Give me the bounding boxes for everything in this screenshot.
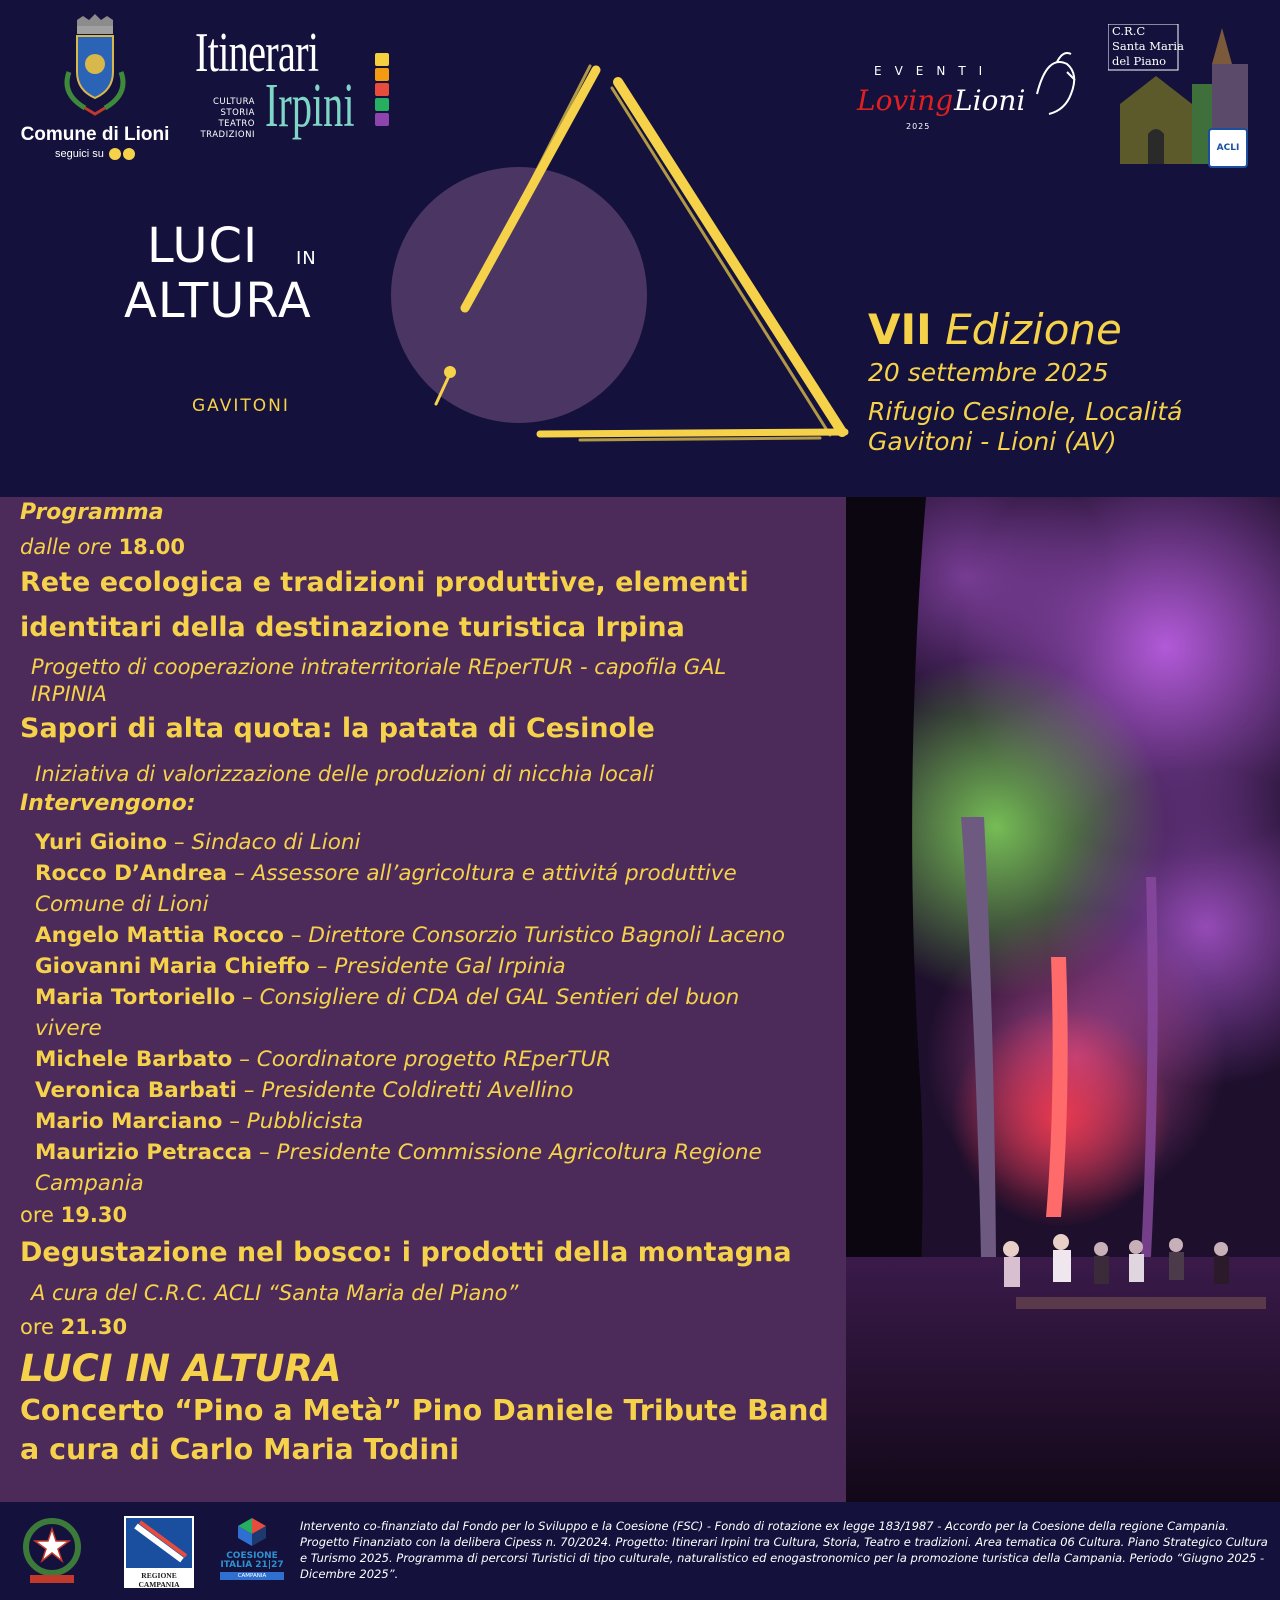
speaker-role: vivere [35, 1016, 102, 1041]
speaker-row [35, 1106, 363, 1137]
speaker-role-cont [35, 889, 209, 920]
speaker-name: Veronica Barbati [35, 1078, 237, 1103]
concert-line-1: Concerto “Pino a Metà” Pino Daniele Tribute Band [20, 1394, 829, 1427]
funding-disclaimer: Intervento co-finanziato dal Fondo per lo Sviluppo e la Coesione (FSC) - Fondo di rotazione ex legge 183/1987 - Accordo per la Coesione della regione Campania. Progetto Finanziato con la delibera Cipess n. 70/2024. Progetto: Itinerari Irpini tra Cultura, Storia, Teatro e tradizioni. Area tematica 06 Cultura. Piano Strategico Cultura e Turismo 2025. Programma di percorsi Turistici di tipo culturale, naturalistico ed enogastronomico per la promozione turistica della Campania. Periodo “Giugno 2025 - Dicembre 2025”. [300, 1519, 1268, 1581]
coesione-region: CAMPANIA [220, 1572, 284, 1580]
eventi-label: EVENTI [874, 64, 996, 78]
illuminated-forest-image [846, 497, 1280, 1502]
heading-2: Sapori di alta quota: la patata di Cesinole [20, 713, 655, 744]
forest-photo [846, 497, 1280, 1502]
program-label: Programma [20, 500, 164, 525]
regione-campania-logo [124, 1516, 194, 1588]
speaker-role: Comune di Lioni [35, 892, 209, 917]
separator: – [242, 985, 253, 1010]
acli-badge: ACLI [1208, 128, 1248, 168]
separator: – [229, 1109, 240, 1134]
header [0, 0, 1280, 497]
final-title: LUCI IN ALTURA [20, 1347, 342, 1390]
tag-storia: STORIA [220, 108, 255, 118]
time-prefix: dalle ore [20, 535, 112, 559]
speaker-row [35, 1044, 611, 1075]
time-slot-2 [20, 1203, 127, 1227]
speaker-name: Michele Barbato [35, 1047, 233, 1072]
tag-cultura: CULTURA [212, 97, 255, 107]
triangle-emblem [390, 60, 860, 490]
speaker-row [35, 982, 739, 1013]
edition-block [868, 305, 1268, 457]
crc-line-3: del Piano [1112, 54, 1167, 68]
subtitle-2: Iniziativa di valorizzazione delle produzioni di nicchia locali [35, 762, 654, 786]
separator: – [239, 1047, 250, 1072]
program-panel [0, 497, 846, 1502]
subtitle-1-line-2: IRPINIA [31, 682, 107, 706]
separator: – [290, 923, 302, 948]
lioni-label: Lioni [954, 84, 1026, 117]
event-title-in: IN [296, 248, 317, 269]
time-value: 19.30 [60, 1203, 128, 1227]
italian-republic-emblem-icon [20, 1515, 84, 1587]
crc-line-2: Santa Maria [1112, 39, 1184, 53]
speaker-name: Maurizio Petracca [35, 1140, 253, 1165]
heading-3: Degustazione nel bosco: i prodotti della montagna [20, 1237, 792, 1268]
color-bars-icon [375, 53, 389, 128]
footer [0, 1502, 1280, 1600]
event-place-line-2: Gavitoni - Lioni (AV) [868, 427, 1117, 457]
heading-1-line-2: identitari della destinazione turistica Irpina [20, 612, 685, 643]
edition-word: Edizione [945, 305, 1122, 354]
event-place [868, 397, 1268, 457]
event-place-line-1: Rifugio Cesinole, Localitá [868, 397, 1183, 427]
coat-of-arms-icon [55, 12, 135, 122]
speakers-label: Intervengono: [20, 791, 196, 816]
speaker-role: Presidente Gal Irpinia [334, 954, 566, 979]
coesione-mark-icon [234, 1516, 270, 1548]
speaker-role: Direttore Consorzio Turistico Bagnoli Laceno [308, 923, 786, 948]
speaker-role-cont [35, 1013, 102, 1044]
speaker-name: Mario Marciano [35, 1109, 223, 1134]
speaker-name: Giovanni Maria Chieffo [35, 954, 310, 979]
tag-teatro: TEATRO [218, 119, 255, 129]
speaker-role: Campania [35, 1171, 144, 1196]
speaker-role: Presidente Commissione Agricoltura Regione [276, 1140, 762, 1165]
speaker-role-cont [35, 1168, 144, 1199]
crc-line-1: C.R.C [1112, 24, 1146, 38]
campania-flag-icon [126, 1518, 192, 1568]
social-label: seguici su [55, 148, 104, 160]
speaker-row [35, 951, 566, 982]
speaker-role: Consigliere di CDA del GAL Sentieri del buon [259, 985, 740, 1010]
event-date: 20 settembre 2025 [868, 358, 1109, 388]
coesione-italia-logo [220, 1516, 284, 1588]
speaker-row [35, 920, 785, 951]
social-line [10, 148, 180, 160]
concert-line-2: a cura di Carlo Maria Todini [20, 1433, 460, 1466]
region-label: REGIONE CAMPANIA [138, 1571, 180, 1589]
time-prefix: ore [20, 1203, 54, 1227]
eventi-year: 2025 [906, 122, 931, 131]
time-value: 18.00 [118, 535, 185, 559]
tag-tradizioni: TRADIZIONI [200, 130, 255, 140]
event-title-altura: ALTURA [124, 273, 312, 329]
comune-logo[interactable] [10, 12, 180, 167]
speaker-name: Maria Tortoriello [35, 985, 236, 1010]
lion-icon [1027, 44, 1082, 134]
separator: – [243, 1078, 255, 1103]
event-title-luci: LUCI [147, 218, 259, 274]
facebook-icon[interactable] [109, 148, 121, 160]
time-value: 21.30 [60, 1315, 128, 1339]
edition-line [868, 305, 1268, 354]
speaker-row [35, 1075, 573, 1106]
loving-label: Loving [857, 84, 954, 117]
speaker-name: Rocco D’Andrea [35, 861, 228, 886]
location-tag: GAVITONI [192, 396, 290, 416]
separator: – [173, 830, 185, 855]
time-slot-1 [20, 535, 185, 559]
coesione-period: ITALIA 21|27 [220, 1560, 284, 1570]
separator: – [258, 1140, 270, 1165]
coesione-label: COESIONE [226, 1551, 278, 1561]
speaker-role: Assessore all’agricoltura e attivitá produttive [251, 861, 737, 886]
speaker-row [35, 858, 737, 889]
itinerari-subtitle: Irpini [265, 72, 355, 140]
time-slot-3 [20, 1315, 127, 1339]
subtitle-1-line-1: Progetto di cooperazione intraterritoriale REperTUR - capofila GAL [31, 655, 727, 679]
loving-lioni-logo[interactable] [852, 44, 1082, 134]
speaker-row [35, 1137, 762, 1168]
itinerari-irpini-logo[interactable] [195, 22, 395, 165]
speaker-row [35, 827, 361, 858]
itinerari-title: Itinerari [195, 22, 319, 84]
speaker-name: Yuri Gioino [35, 830, 168, 855]
speaker-role: Coordinatore progetto REperTUR [256, 1047, 612, 1072]
time-prefix: ore [20, 1315, 54, 1339]
separator: – [316, 954, 328, 979]
speaker-name: Angelo Mattia Rocco [35, 923, 284, 948]
crc-text [1112, 24, 1184, 69]
instagram-icon[interactable] [123, 148, 135, 160]
speaker-role: Presidente Coldiretti Avellino [261, 1078, 574, 1103]
comune-name: Comune di Lioni [20, 124, 170, 145]
separator: – [233, 861, 245, 886]
edition-number: VII [868, 305, 932, 354]
crc-santa-maria-logo[interactable] [1108, 24, 1256, 172]
subtitle-3: A cura del C.R.C. ACLI “Santa Maria del Piano” [31, 1281, 519, 1305]
itinerari-tags [195, 97, 255, 141]
speaker-role: Pubblicista [246, 1109, 364, 1134]
speaker-role: Sindaco di Lioni [191, 830, 361, 855]
heading-1-line-1: Rete ecologica e tradizioni produttive, elementi [20, 567, 749, 598]
